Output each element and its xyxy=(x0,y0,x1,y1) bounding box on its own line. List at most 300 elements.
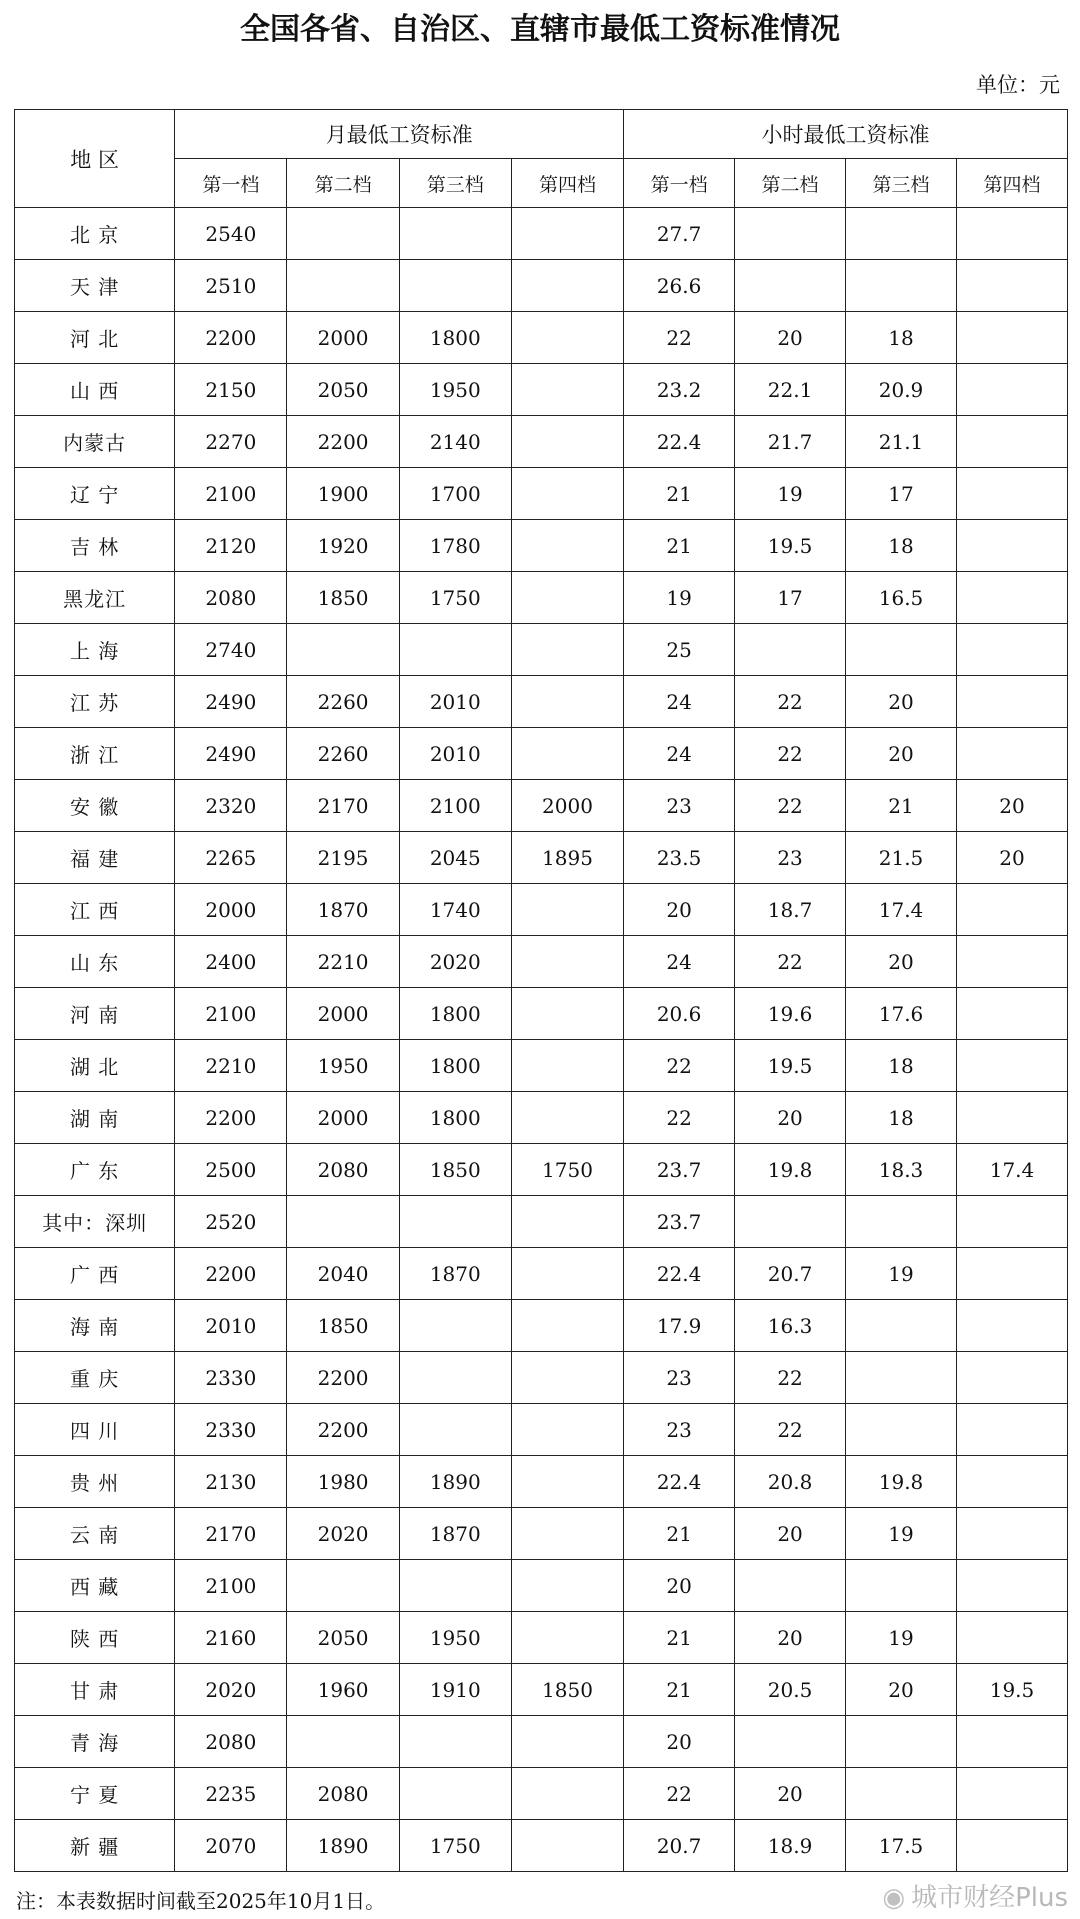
hourly-tier-1-cell: 23 xyxy=(624,780,735,832)
hourly-tier-3-cell: 18 xyxy=(846,1092,957,1144)
region-cell: 江 西 xyxy=(15,884,175,936)
monthly-tier-2-cell: 1950 xyxy=(287,1040,399,1092)
hourly-tier-2-cell: 19.5 xyxy=(735,1040,846,1092)
table-row xyxy=(15,312,1068,364)
hourly-tier-2-cell: 20 xyxy=(735,1508,846,1560)
hourly-tier-4-cell xyxy=(957,416,1068,468)
hourly-tier-2-cell xyxy=(735,1716,846,1768)
table-row xyxy=(15,1560,1068,1612)
monthly-tier-1-cell: 2080 xyxy=(175,1716,287,1768)
monthly-tier-3-cell: 1780 xyxy=(399,520,511,572)
table-row xyxy=(15,1352,1068,1404)
hourly-tier-4-cell xyxy=(957,260,1068,312)
hourly-tier-4-cell xyxy=(957,1612,1068,1664)
hourly-tier-4-cell xyxy=(957,676,1068,728)
hourly-tier-4-cell xyxy=(957,1248,1068,1300)
monthly-tier-4-header: 第四档 xyxy=(511,159,623,208)
hourly-tier-1-cell: 23.7 xyxy=(624,1144,735,1196)
region-cell: 吉 林 xyxy=(15,520,175,572)
region-cell: 福 建 xyxy=(15,832,175,884)
monthly-tier-1-cell: 2265 xyxy=(175,832,287,884)
table-row xyxy=(15,1404,1068,1456)
table-row xyxy=(15,1092,1068,1144)
hourly-tier-2-cell: 22.1 xyxy=(735,364,846,416)
monthly-tier-4-cell xyxy=(511,260,623,312)
monthly-tier-2-cell xyxy=(287,1196,399,1248)
monthly-tier-2-cell: 2040 xyxy=(287,1248,399,1300)
monthly-tier-2-cell: 1850 xyxy=(287,572,399,624)
hourly-tier-4-header: 第四档 xyxy=(957,159,1068,208)
region-cell: 河 南 xyxy=(15,988,175,1040)
monthly-tier-1-cell: 2320 xyxy=(175,780,287,832)
table-row xyxy=(15,364,1068,416)
table-row xyxy=(15,780,1068,832)
monthly-tier-1-cell: 2100 xyxy=(175,988,287,1040)
monthly-tier-4-cell xyxy=(511,1560,623,1612)
hourly-tier-1-cell: 20 xyxy=(624,884,735,936)
region-cell: 黑龙江 xyxy=(15,572,175,624)
monthly-tier-1-cell: 2330 xyxy=(175,1352,287,1404)
monthly-tier-4-cell xyxy=(511,1716,623,1768)
monthly-tier-4-cell xyxy=(511,1352,623,1404)
hourly-tier-2-cell: 22 xyxy=(735,1352,846,1404)
table-row xyxy=(15,936,1068,988)
hourly-tier-2-cell xyxy=(735,624,846,676)
monthly-tier-4-cell xyxy=(511,884,623,936)
hourly-tier-4-cell xyxy=(957,364,1068,416)
region-cell: 湖 南 xyxy=(15,1092,175,1144)
hourly-tier-3-cell: 17 xyxy=(846,468,957,520)
hourly-tier-2-cell: 19.5 xyxy=(735,520,846,572)
hourly-tier-4-cell xyxy=(957,1508,1068,1560)
region-cell: 新 疆 xyxy=(15,1820,175,1872)
hourly-tier-4-cell xyxy=(957,1768,1068,1820)
monthly-tier-1-cell: 2120 xyxy=(175,520,287,572)
hourly-tier-1-cell: 25 xyxy=(624,624,735,676)
hourly-tier-1-cell: 19 xyxy=(624,572,735,624)
monthly-tier-1-cell: 2330 xyxy=(175,1404,287,1456)
monthly-tier-3-cell xyxy=(399,1300,511,1352)
hourly-tier-4-cell xyxy=(957,572,1068,624)
region-cell: 江 苏 xyxy=(15,676,175,728)
hourly-tier-4-cell xyxy=(957,520,1068,572)
table-row xyxy=(15,416,1068,468)
monthly-tier-3-cell: 1750 xyxy=(399,1820,511,1872)
table-row xyxy=(15,520,1068,572)
monthly-tier-3-cell xyxy=(399,260,511,312)
monthly-tier-3-cell: 1800 xyxy=(399,1092,511,1144)
footnote: 注：本表数据时间截至2025年10月1日。 xyxy=(16,1889,386,1913)
hourly-tier-3-cell xyxy=(846,1196,957,1248)
monthly-tier-1-cell: 2200 xyxy=(175,312,287,364)
table-row xyxy=(15,1196,1068,1248)
hourly-tier-1-cell: 23 xyxy=(624,1404,735,1456)
hourly-tier-2-cell: 21.7 xyxy=(735,416,846,468)
hourly-tier-4-cell xyxy=(957,1456,1068,1508)
monthly-tier-1-cell: 2270 xyxy=(175,416,287,468)
hourly-tier-3-cell: 18 xyxy=(846,520,957,572)
monthly-tier-4-cell xyxy=(511,416,623,468)
monthly-tier-2-cell: 1980 xyxy=(287,1456,399,1508)
hourly-tier-3-cell xyxy=(846,1716,957,1768)
monthly-tier-2-cell: 1870 xyxy=(287,884,399,936)
hourly-tier-1-cell: 21 xyxy=(624,468,735,520)
hourly-tier-2-cell: 18.7 xyxy=(735,884,846,936)
hourly-tier-1-cell: 21 xyxy=(624,520,735,572)
hourly-tier-2-header: 第二档 xyxy=(735,159,846,208)
table-row xyxy=(15,260,1068,312)
monthly-tier-3-cell: 1850 xyxy=(399,1144,511,1196)
hourly-tier-1-cell: 22.4 xyxy=(624,416,735,468)
table-row xyxy=(15,468,1068,520)
page-title: 全国各省、自治区、直辖市最低工资标准情况 xyxy=(240,12,840,47)
monthly-tier-2-cell: 2020 xyxy=(287,1508,399,1560)
table-row xyxy=(15,1664,1068,1716)
monthly-tier-2-cell: 2260 xyxy=(287,676,399,728)
monthly-tier-3-cell: 1870 xyxy=(399,1508,511,1560)
hourly-tier-1-cell: 22.4 xyxy=(624,1456,735,1508)
hourly-tier-2-cell xyxy=(735,260,846,312)
hourly-tier-1-cell: 21 xyxy=(624,1664,735,1716)
region-cell: 山 西 xyxy=(15,364,175,416)
monthly-tier-4-cell xyxy=(511,676,623,728)
monthly-tier-4-cell xyxy=(511,624,623,676)
hourly-tier-3-cell xyxy=(846,1300,957,1352)
monthly-tier-4-cell xyxy=(511,1456,623,1508)
hourly-tier-4-cell xyxy=(957,1716,1068,1768)
hourly-tier-3-cell: 21.5 xyxy=(846,832,957,884)
hourly-tier-2-cell: 17 xyxy=(735,572,846,624)
monthly-tier-4-cell xyxy=(511,988,623,1040)
monthly-tier-3-cell: 1950 xyxy=(399,1612,511,1664)
monthly-tier-3-cell: 1910 xyxy=(399,1664,511,1716)
monthly-tier-3-cell: 1800 xyxy=(399,312,511,364)
monthly-tier-3-cell xyxy=(399,1768,511,1820)
hourly-tier-4-cell xyxy=(957,728,1068,780)
hourly-tier-4-cell: 17.4 xyxy=(957,1144,1068,1196)
monthly-tier-1-cell: 2235 xyxy=(175,1768,287,1820)
monthly-tier-1-cell: 2520 xyxy=(175,1196,287,1248)
monthly-tier-1-cell: 2500 xyxy=(175,1144,287,1196)
hourly-tier-3-cell: 18.3 xyxy=(846,1144,957,1196)
hourly-tier-2-cell: 20 xyxy=(735,312,846,364)
monthly-tier-3-cell xyxy=(399,208,511,260)
region-cell: 其中：深圳 xyxy=(15,1196,175,1248)
monthly-tier-2-cell: 2200 xyxy=(287,1352,399,1404)
monthly-tier-1-cell: 2490 xyxy=(175,676,287,728)
monthly-tier-1-cell: 2200 xyxy=(175,1248,287,1300)
hourly-tier-2-cell: 20 xyxy=(735,1768,846,1820)
table-row xyxy=(15,1456,1068,1508)
table-row xyxy=(15,624,1068,676)
monthly-tier-4-cell xyxy=(511,1092,623,1144)
monthly-tier-2-header: 第二档 xyxy=(287,159,399,208)
table-row xyxy=(15,1820,1068,1872)
region-header: 地 区 xyxy=(15,110,175,208)
monthly-tier-3-cell: 2010 xyxy=(399,728,511,780)
monthly-tier-1-cell: 2020 xyxy=(175,1664,287,1716)
region-cell: 天 津 xyxy=(15,260,175,312)
monthly-tier-2-cell: 2210 xyxy=(287,936,399,988)
monthly-tier-3-cell: 2020 xyxy=(399,936,511,988)
table-row xyxy=(15,1768,1068,1820)
region-cell: 浙 江 xyxy=(15,728,175,780)
hourly-tier-2-cell: 19.8 xyxy=(735,1144,846,1196)
hourly-tier-2-cell xyxy=(735,1560,846,1612)
region-cell: 北 京 xyxy=(15,208,175,260)
hourly-tier-1-cell: 23.7 xyxy=(624,1196,735,1248)
region-cell: 宁 夏 xyxy=(15,1768,175,1820)
region-cell: 青 海 xyxy=(15,1716,175,1768)
hourly-tier-4-cell xyxy=(957,1300,1068,1352)
monthly-tier-3-cell xyxy=(399,624,511,676)
table-row xyxy=(15,1612,1068,1664)
hourly-tier-3-cell: 17.6 xyxy=(846,988,957,1040)
monthly-tier-2-cell: 1850 xyxy=(287,1300,399,1352)
region-cell: 河 北 xyxy=(15,312,175,364)
hourly-tier-1-cell: 21 xyxy=(624,1508,735,1560)
monthly-tier-2-cell: 1920 xyxy=(287,520,399,572)
monthly-tier-1-cell: 2210 xyxy=(175,1040,287,1092)
monthly-tier-1-cell: 2070 xyxy=(175,1820,287,1872)
monthly-tier-2-cell: 2260 xyxy=(287,728,399,780)
region-cell: 广 西 xyxy=(15,1248,175,1300)
monthly-tier-3-cell: 1950 xyxy=(399,364,511,416)
hourly-tier-4-cell xyxy=(957,208,1068,260)
hourly-tier-1-cell: 24 xyxy=(624,936,735,988)
monthly-tier-4-cell xyxy=(511,1040,623,1092)
hourly-tier-3-cell: 19 xyxy=(846,1612,957,1664)
hourly-tier-2-cell: 18.9 xyxy=(735,1820,846,1872)
hourly-tier-3-cell xyxy=(846,260,957,312)
monthly-tier-2-cell: 2050 xyxy=(287,364,399,416)
watermark-text: 城市财经Plus xyxy=(911,1883,1068,1913)
hourly-tier-2-cell: 20 xyxy=(735,1092,846,1144)
hourly-tier-1-cell: 27.7 xyxy=(624,208,735,260)
hourly-tier-1-cell: 20 xyxy=(624,1560,735,1612)
hourly-tier-4-cell xyxy=(957,884,1068,936)
table-row xyxy=(15,1248,1068,1300)
monthly-tier-1-cell: 2490 xyxy=(175,728,287,780)
unit-label: 单位：元 xyxy=(976,73,1060,97)
minimum-wage-table xyxy=(14,109,1068,1872)
hourly-tier-4-cell xyxy=(957,1352,1068,1404)
region-cell: 甘 肃 xyxy=(15,1664,175,1716)
hourly-tier-4-cell xyxy=(957,1404,1068,1456)
hourly-tier-1-cell: 22 xyxy=(624,1092,735,1144)
hourly-tier-1-cell: 20.6 xyxy=(624,988,735,1040)
hourly-tier-1-cell: 21 xyxy=(624,1612,735,1664)
monthly-tier-1-cell: 2100 xyxy=(175,468,287,520)
hourly-tier-3-cell: 17.4 xyxy=(846,884,957,936)
monthly-tier-4-cell xyxy=(511,208,623,260)
monthly-tier-4-cell xyxy=(511,1508,623,1560)
hourly-tier-1-cell: 17.9 xyxy=(624,1300,735,1352)
table-row xyxy=(15,1040,1068,1092)
hourly-tier-3-cell: 19.8 xyxy=(846,1456,957,1508)
monthly-tier-3-cell xyxy=(399,1560,511,1612)
hourly-tier-4-cell: 20 xyxy=(957,832,1068,884)
monthly-tier-2-cell xyxy=(287,260,399,312)
hourly-tier-1-cell: 26.6 xyxy=(624,260,735,312)
monthly-tier-3-cell xyxy=(399,1404,511,1456)
hourly-tier-2-cell: 20.5 xyxy=(735,1664,846,1716)
hourly-tier-4-cell xyxy=(957,988,1068,1040)
hourly-tier-4-cell xyxy=(957,624,1068,676)
monthly-tier-2-cell: 2000 xyxy=(287,988,399,1040)
monthly-tier-3-cell xyxy=(399,1716,511,1768)
hourly-tier-3-cell: 20 xyxy=(846,1664,957,1716)
hourly-tier-2-cell: 20.7 xyxy=(735,1248,846,1300)
monthly-tier-4-cell xyxy=(511,572,623,624)
hourly-tier-4-cell: 20 xyxy=(957,780,1068,832)
hourly-tier-2-cell: 23 xyxy=(735,832,846,884)
monthly-tier-1-cell: 2080 xyxy=(175,572,287,624)
table-row xyxy=(15,1508,1068,1560)
table-row xyxy=(15,676,1068,728)
monthly-tier-2-cell: 2200 xyxy=(287,416,399,468)
hourly-tier-1-cell: 24 xyxy=(624,676,735,728)
hourly-tier-2-cell xyxy=(735,1196,846,1248)
monthly-tier-1-cell: 2150 xyxy=(175,364,287,416)
monthly-tier-4-cell xyxy=(511,1820,623,1872)
monthly-tier-4-cell xyxy=(511,468,623,520)
monthly-tier-2-cell: 2195 xyxy=(287,832,399,884)
table-row xyxy=(15,832,1068,884)
monthly-tier-3-cell: 1750 xyxy=(399,572,511,624)
hourly-tier-4-cell xyxy=(957,1092,1068,1144)
monthly-tier-4-cell xyxy=(511,1248,623,1300)
hourly-tier-1-cell: 20 xyxy=(624,1716,735,1768)
hourly-tier-4-cell xyxy=(957,1040,1068,1092)
monthly-tier-2-cell: 1960 xyxy=(287,1664,399,1716)
table-row xyxy=(15,572,1068,624)
hourly-tier-2-cell: 20.8 xyxy=(735,1456,846,1508)
hourly-tier-3-cell xyxy=(846,1352,957,1404)
hourly-tier-1-cell: 23.5 xyxy=(624,832,735,884)
monthly-header: 月最低工资标准 xyxy=(175,110,624,159)
table-row xyxy=(15,1716,1068,1768)
monthly-tier-4-cell xyxy=(511,312,623,364)
monthly-tier-2-cell: 2080 xyxy=(287,1768,399,1820)
table-row xyxy=(15,988,1068,1040)
monthly-tier-2-cell xyxy=(287,1560,399,1612)
monthly-tier-4-cell xyxy=(511,520,623,572)
monthly-tier-2-cell: 1890 xyxy=(287,1820,399,1872)
hourly-tier-4-cell xyxy=(957,312,1068,364)
hourly-tier-1-cell: 23 xyxy=(624,1352,735,1404)
monthly-tier-1-cell: 2200 xyxy=(175,1092,287,1144)
region-cell: 内蒙古 xyxy=(15,416,175,468)
monthly-tier-1-header: 第一档 xyxy=(175,159,287,208)
hourly-tier-2-cell: 19.6 xyxy=(735,988,846,1040)
monthly-tier-2-cell xyxy=(287,208,399,260)
monthly-tier-3-header: 第三档 xyxy=(399,159,511,208)
hourly-tier-3-cell: 20.9 xyxy=(846,364,957,416)
monthly-tier-4-cell xyxy=(511,1612,623,1664)
monthly-tier-2-cell xyxy=(287,624,399,676)
monthly-tier-3-cell: 1700 xyxy=(399,468,511,520)
monthly-tier-3-cell: 1800 xyxy=(399,1040,511,1092)
hourly-tier-1-cell: 23.2 xyxy=(624,364,735,416)
hourly-tier-3-cell: 19 xyxy=(846,1508,957,1560)
table-row xyxy=(15,1300,1068,1352)
monthly-tier-4-cell xyxy=(511,728,623,780)
hourly-tier-1-header: 第一档 xyxy=(624,159,735,208)
monthly-tier-4-cell xyxy=(511,1196,623,1248)
region-cell: 山 东 xyxy=(15,936,175,988)
watermark xyxy=(882,1880,1068,1916)
hourly-tier-4-cell xyxy=(957,1560,1068,1612)
hourly-tier-3-cell xyxy=(846,1404,957,1456)
hourly-tier-1-cell: 22 xyxy=(624,312,735,364)
monthly-tier-3-cell: 1800 xyxy=(399,988,511,1040)
region-cell: 安 徽 xyxy=(15,780,175,832)
hourly-tier-4-cell xyxy=(957,468,1068,520)
hourly-tier-3-cell: 18 xyxy=(846,1040,957,1092)
monthly-tier-2-cell: 2200 xyxy=(287,1404,399,1456)
hourly-tier-4-cell xyxy=(957,1196,1068,1248)
monthly-tier-1-cell: 2160 xyxy=(175,1612,287,1664)
region-cell: 上 海 xyxy=(15,624,175,676)
hourly-tier-2-cell: 22 xyxy=(735,1404,846,1456)
hourly-tier-3-cell: 21.1 xyxy=(846,416,957,468)
monthly-tier-4-cell xyxy=(511,364,623,416)
monthly-tier-4-cell xyxy=(511,1404,623,1456)
table-row xyxy=(15,208,1068,260)
hourly-tier-3-header: 第三档 xyxy=(846,159,957,208)
monthly-tier-3-cell: 1890 xyxy=(399,1456,511,1508)
monthly-tier-4-cell xyxy=(511,1300,623,1352)
monthly-tier-1-cell: 2170 xyxy=(175,1508,287,1560)
monthly-tier-3-cell: 2010 xyxy=(399,676,511,728)
monthly-tier-2-cell xyxy=(287,1716,399,1768)
hourly-tier-3-cell: 16.5 xyxy=(846,572,957,624)
hourly-tier-1-cell: 20.7 xyxy=(624,1820,735,1872)
monthly-tier-1-cell: 2130 xyxy=(175,1456,287,1508)
region-cell: 四 川 xyxy=(15,1404,175,1456)
monthly-tier-1-cell: 2000 xyxy=(175,884,287,936)
region-cell: 广 东 xyxy=(15,1144,175,1196)
region-cell: 海 南 xyxy=(15,1300,175,1352)
hourly-tier-1-cell: 22.4 xyxy=(624,1248,735,1300)
monthly-tier-2-cell: 2170 xyxy=(287,780,399,832)
hourly-tier-3-cell xyxy=(846,624,957,676)
hourly-tier-4-cell xyxy=(957,936,1068,988)
monthly-tier-3-cell: 2045 xyxy=(399,832,511,884)
hourly-tier-3-cell: 18 xyxy=(846,312,957,364)
monthly-tier-4-cell: 2000 xyxy=(511,780,623,832)
monthly-tier-4-cell: 1850 xyxy=(511,1664,623,1716)
region-cell: 湖 北 xyxy=(15,1040,175,1092)
hourly-tier-1-cell: 22 xyxy=(624,1768,735,1820)
monthly-tier-1-cell: 2400 xyxy=(175,936,287,988)
monthly-tier-3-cell xyxy=(399,1196,511,1248)
hourly-tier-2-cell: 19 xyxy=(735,468,846,520)
hourly-tier-1-cell: 22 xyxy=(624,1040,735,1092)
monthly-tier-4-cell: 1895 xyxy=(511,832,623,884)
region-cell: 云 南 xyxy=(15,1508,175,1560)
hourly-tier-2-cell: 22 xyxy=(735,780,846,832)
monthly-tier-2-cell: 1900 xyxy=(287,468,399,520)
hourly-tier-3-cell: 20 xyxy=(846,676,957,728)
hourly-tier-3-cell: 19 xyxy=(846,1248,957,1300)
table-row xyxy=(15,1144,1068,1196)
hourly-tier-2-cell: 22 xyxy=(735,728,846,780)
monthly-tier-4-cell xyxy=(511,1768,623,1820)
monthly-tier-2-cell: 2000 xyxy=(287,312,399,364)
monthly-tier-3-cell: 2140 xyxy=(399,416,511,468)
